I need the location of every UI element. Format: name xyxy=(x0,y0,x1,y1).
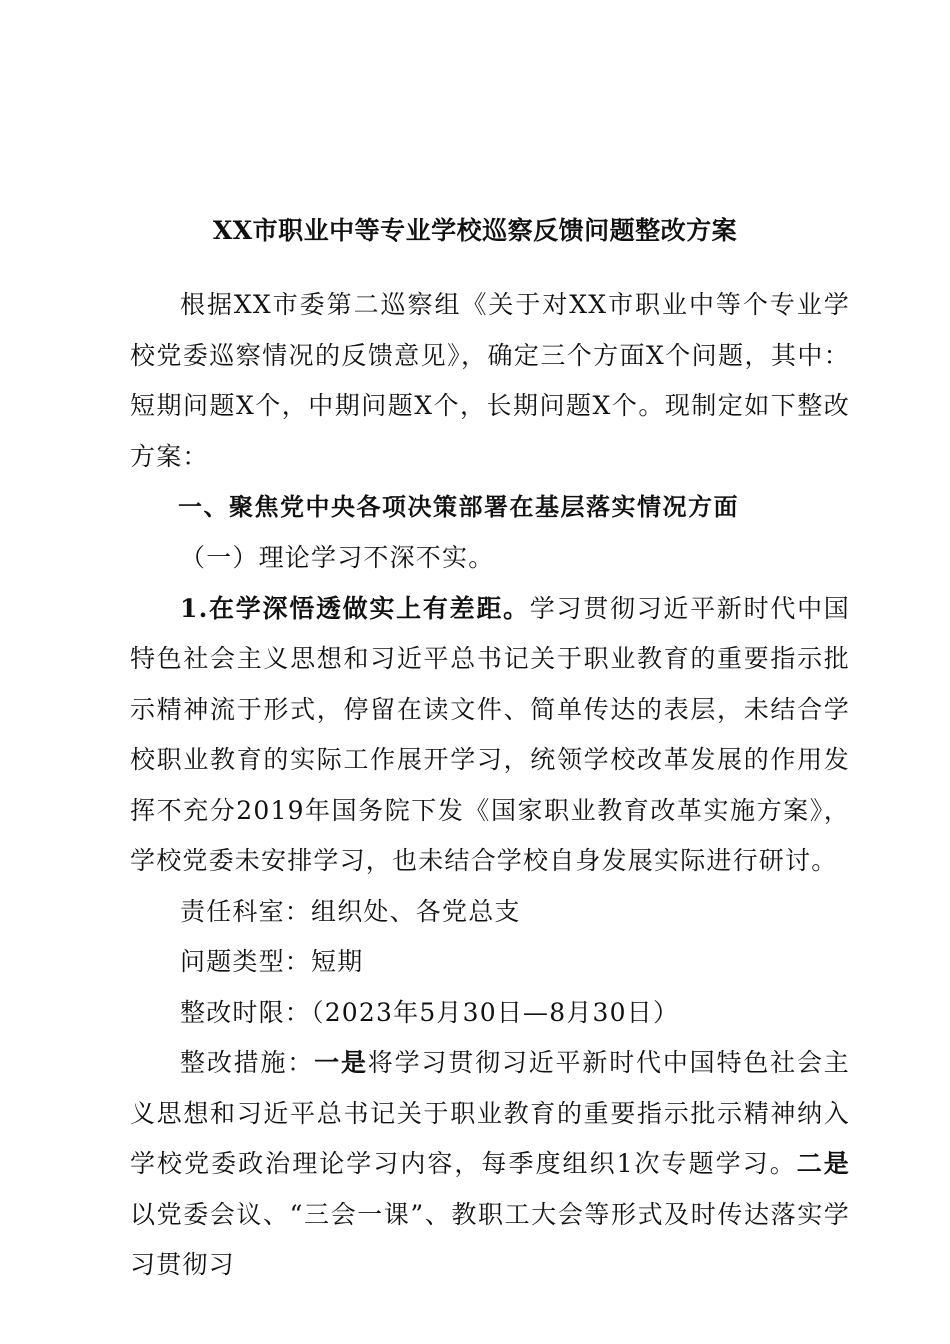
subsection-heading-1: （一）理论学习不深不实。 xyxy=(180,543,495,572)
issue-lead: 1.在学深悟透做实上有差距。 xyxy=(180,593,530,623)
measure-1-lead: 一是 xyxy=(314,1048,368,1077)
responsible-dept: 责任科室：组织处、各党总支 xyxy=(180,896,521,926)
measure-2-lead: 二是 xyxy=(796,1149,850,1178)
issue-text: 学习贯彻习近平新时代中国特色社会主义思想和习近平总书记关于职业教育的重要指示批示精神流于形式，停留在读文件、简单传达的表层，未结合学校职业教育的实际工作展开学习，统领学校改革发展的作用发挥不充分2019年国务院下发《国家职业教育改革实施方案》，学校党委未安排学习，也未结合学校自身发展实际进行研讨。 xyxy=(130,593,850,875)
measure-1-text: 将学习贯彻习近平新时代中国特色社会主义思想和习近平总书记关于职业教育的重要指示批示精神纳入学校党委政治理论学习内容，每季度组织1次专题学习。 xyxy=(130,1048,850,1178)
section-body xyxy=(130,533,850,1291)
section-heading-1: 一、聚焦党中央各项决策部署在基层落实情况方面 xyxy=(178,493,739,521)
rectification-deadline: 整改时限：（2023年5月30日—8月30日） xyxy=(180,997,680,1027)
document-title: XX市职业中等专业学校巡察反馈问题整改方案 xyxy=(212,216,738,245)
intro-block xyxy=(130,280,850,533)
problem-type: 问题类型：短期 xyxy=(180,947,364,976)
measures-label: 整改措施： xyxy=(180,1048,315,1077)
rectification-measures xyxy=(130,1038,850,1291)
issue-paragraph xyxy=(130,584,850,887)
measure-2-text: 以党委会议、“三会一课”、教职工大会等形式及时传达落实学习贯彻习 xyxy=(130,1199,850,1279)
intro-paragraph: 根据XX市委第二巡察组《关于对XX市职业中等个专业学校党委巡察情况的反馈意见》，确定三个方面X个问题，其中：短期问题X个，中期问题X个，长期问题X个。现制定如下整改方案： xyxy=(130,290,850,471)
